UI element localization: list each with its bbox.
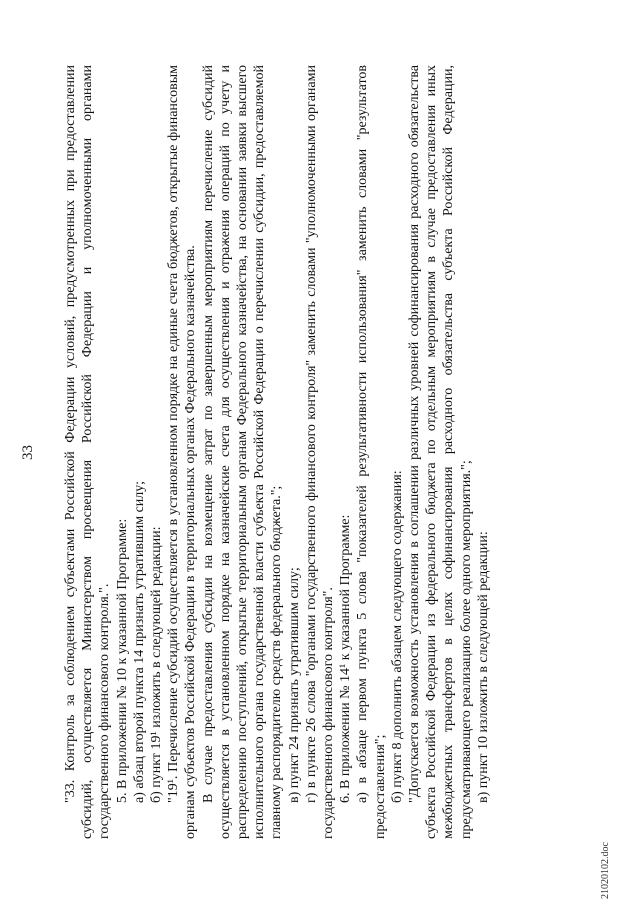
paragraph-cofinancing-clause: "Допускается возможность установления в соглашении различных уровней софинансирования расходного обязательства субъекта Российской Федерации из федерального бюджета по отдельным мероприятиям в случае предоставления иных межбюджетных трансфертов в целях софинансирования расходного обязательства субъекта Российской Федерации, предусматривающего реализацию более одного мероприятия."; (407, 65, 474, 839)
paragraph-item-v-2: в) пункт 10 изложить в следующей редакции: (475, 531, 491, 803)
file-code: 21020102.doc (600, 842, 611, 899)
paragraph-item-v: в) пункт 24 признать утратившим силу; (286, 567, 302, 803)
paragraph-control-clause: "33. Контроль за соблюдением субъектами Российской Федерации условий, предусмотренных при предоставлении субсидий, осуществляется Министерством просвещения Российской Федерации и уполномоченными органами государственного финансового контроля.". (63, 65, 113, 839)
paragraph-item-b-2: б) пункт 8 дополнить абзацем следующего содержания: (389, 470, 405, 803)
document-body (62, 65, 492, 839)
paragraph-reimbursement-case: В случае предоставления субсидии на возмещение затрат по завершенным мероприятиям перечисление субсидий осуществляется в установленном порядке на казначейские счета для осуществления и отражения операций по учету и распределению поступлений, открытые территориальным органам Федерального казначейства, на основании заявки высшего исполнительного органа государственной власти субъекта Российской Федерации о перечислении субсидии, предоставляемой главному распорядителю средств федерального бюджета."; (200, 65, 285, 839)
paragraph-item-a-2: а) в абзаце первом пункта 5 слова "показателей результативности использования" заменить словами "результатов предоставления"; (355, 65, 388, 839)
paragraph-item-g: г) в пункте 26 слова "органами государственного финансового контроля" заменить словами "уполномоченными органами государственного финансового контроля". (303, 65, 337, 839)
paragraph-clause-19-1: "19¹. Перечисление субсидий осуществляется в установленном порядке на единые счета бюджетов, открытые финансовым органам субъектов Российской Федерации в территориальных органах Федерального казначейства. (166, 65, 199, 839)
paragraph-item-a: а) абзац второй пункта 14 признать утратившим силу; (131, 481, 147, 803)
page-number: 33 (20, 445, 36, 460)
paragraph-appendix-14-1-heading: 6. В приложении № 14¹ к указанной Программе: (338, 514, 354, 803)
paragraph-appendix-10-heading: 5. В приложении № 10 к указанной Программе: (114, 518, 130, 803)
paragraph-item-b: б) пункт 19¹ изложить в следующей редакции: (149, 526, 165, 803)
